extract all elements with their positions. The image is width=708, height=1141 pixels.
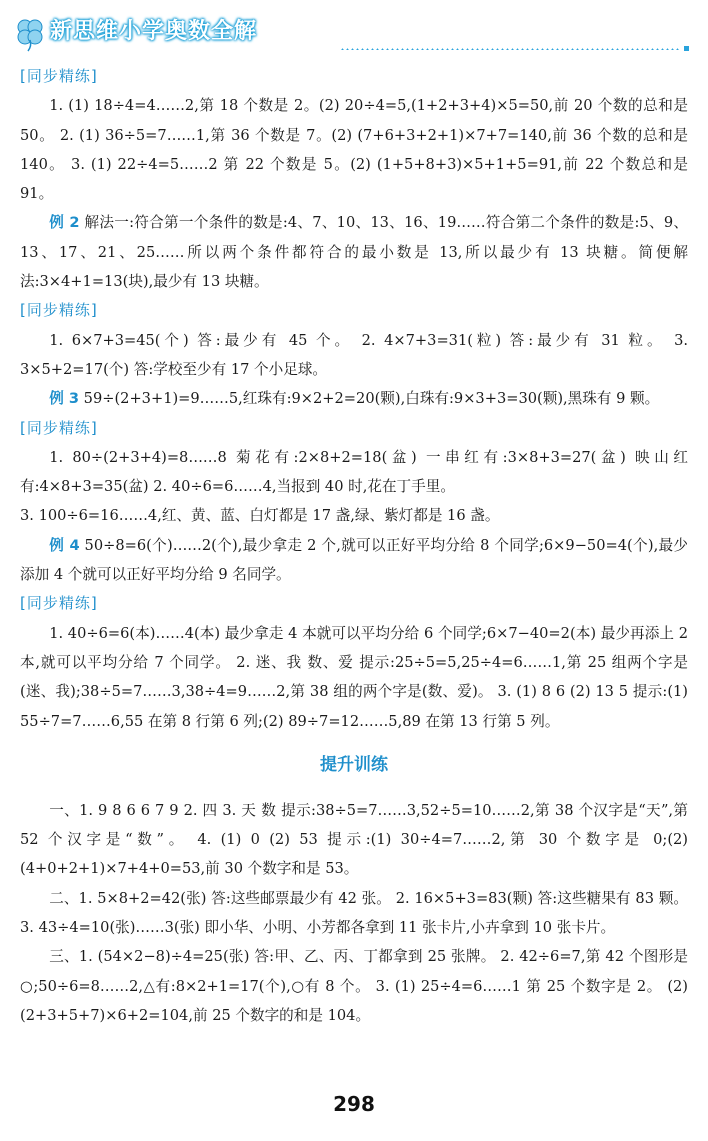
example-text: 50÷8=6(个)……2(个),最少拿走 2 个,就可以正好平均分给 8 个同学;6×9−50=4(个),最少添加 4 个就可以正好平均分给 9 名同学。	[20, 536, 688, 584]
example-label: 例 3	[49, 390, 80, 408]
example-text: 59÷(2+3+1)=9……5,红珠有:9×2+2=20(颗),白珠有:9×3+3=30(颗),黑珠有 9 颗。	[83, 390, 660, 408]
clover-icon	[14, 16, 46, 52]
book-title: 新思维小学奥数全解	[50, 19, 258, 44]
section-tag: [同步精练]	[20, 67, 98, 85]
exercise-answer: 三、1. (54×2−8)÷4=25(张) 答:甲、乙、丙、丁都拿到 25 张牌。 2. 42÷6=7,第 42 个图形是○;50÷6=8……2,△有:8×2+1=17(个),○有 8 个。 3. (1) 25÷4=6……1 第 25 个数字是 2。 (2) (2+3+5+7)×6+2=104,前 25 个数字的和是 104。	[20, 948, 688, 1024]
example-label: 例 2	[49, 214, 80, 232]
header-divider-end	[684, 46, 689, 51]
answer-paragraph: 3. 100÷6=16……4,红、黄、蓝、白灯都是 17 盏,绿、紫灯都是 16 盏。	[20, 507, 500, 525]
example-label: 例 4	[49, 536, 80, 554]
exercise-answer: 二、1. 5×8+2=42(张) 答:这些邮票最少有 42 张。 2. 16×5+3=83(颗) 答:这些糖果有 83 颗。 3. 43÷4=10(张)……3(张) 即小华、小明、小芳都各拿到 11 张卡片,小卉拿到 10 张卡片。	[20, 889, 688, 937]
header-divider	[340, 48, 680, 50]
section-title: 提升训练	[320, 754, 388, 775]
section-tag: [同步精练]	[20, 301, 98, 320]
example-paragraph	[20, 384, 688, 413]
example-paragraph	[20, 208, 688, 296]
answer-paragraph: 1. 6×7+3=45(个) 答:最少有 45 个。 2. 4×7+3=31(粒) 答:最少有 31 粒。 3. 3×5+2=17(个) 答:学校至少有 17 个小足球。	[20, 331, 688, 378]
section-tag: [同步精练]	[20, 594, 98, 613]
page-number: 298	[333, 1092, 375, 1116]
example-paragraph	[20, 531, 688, 590]
example-text: 解法一:符合第一个条件的数是:4、7、10、13、16、19……符合第二个条件的数是:5、9、13、17、21、25……所以两个条件都符合的最小数是 13,所以最少有 13 块糖。简便解法:3×4+1=13(块),最少有 13 块糖。	[20, 214, 688, 291]
exercise-answer: 一、1. 9 8 6 6 7 9 2. 四 3. 天 数 提示:38÷5=7……3,52÷5=10……2,第 38 个汉字是“天”,第 52 个汉字是“数”。 4. (1) 0 (2) 53 提示:(1) 30÷4=7……2,第 30 个数字是 0;(2) (4+0+2+1)×7+4+0=53,前 30 个数字和是 53。	[20, 801, 688, 878]
page-header	[0, 0, 708, 62]
answer-paragraph: 1. 40÷6=6(本)……4(本) 最少拿走 4 本就可以平均分给 6 个同学;6×7−40=2(本) 最少再添上 2 本,就可以平均分给 7 个同学。 2. 迷、我 数、爱 提示:25÷5=5,25÷4=6……1,第 25 组两个字是(迷、我);38÷5=7……3,38÷4=9……2,第 38 组的两个字是(数、爱)。 3. (1) 8 6 (2) 13 5 提示:(1) 55÷7=7……6,55 在第 8 行第 6 列;(2) 89÷7=12……5,89 在第 13 行第 5 列。	[20, 624, 688, 730]
answer-paragraph: 1. 80÷(2+3+4)=8……8 菊花有:2×8+2=18(盆) 一串红有:3×8+3=27(盆) 映山红有:4×8+3=35(盆) 2. 40÷6=6……4,当报到 40 时,花在丁手里。	[20, 448, 688, 496]
answer-paragraph: 1. (1) 18÷4=4……2,第 18 个数是 2。(2) 20÷4=5,(1+2+3+4)×5=50,前 20 个数的总和是 50。 2. (1) 36÷5=7……1,第 36 个数是 7。(2) (7+6+3+2+1)×7+7=140,前 36 个数的总和是 140。 3. (1) 22÷4=5……2 第 22 个数是 5。(2) (1+5+8+3)×5+1+5=91,前 22 个数总和是 91。	[20, 97, 688, 203]
page-content	[20, 62, 688, 1030]
section-tag: [同步精练]	[20, 418, 98, 437]
